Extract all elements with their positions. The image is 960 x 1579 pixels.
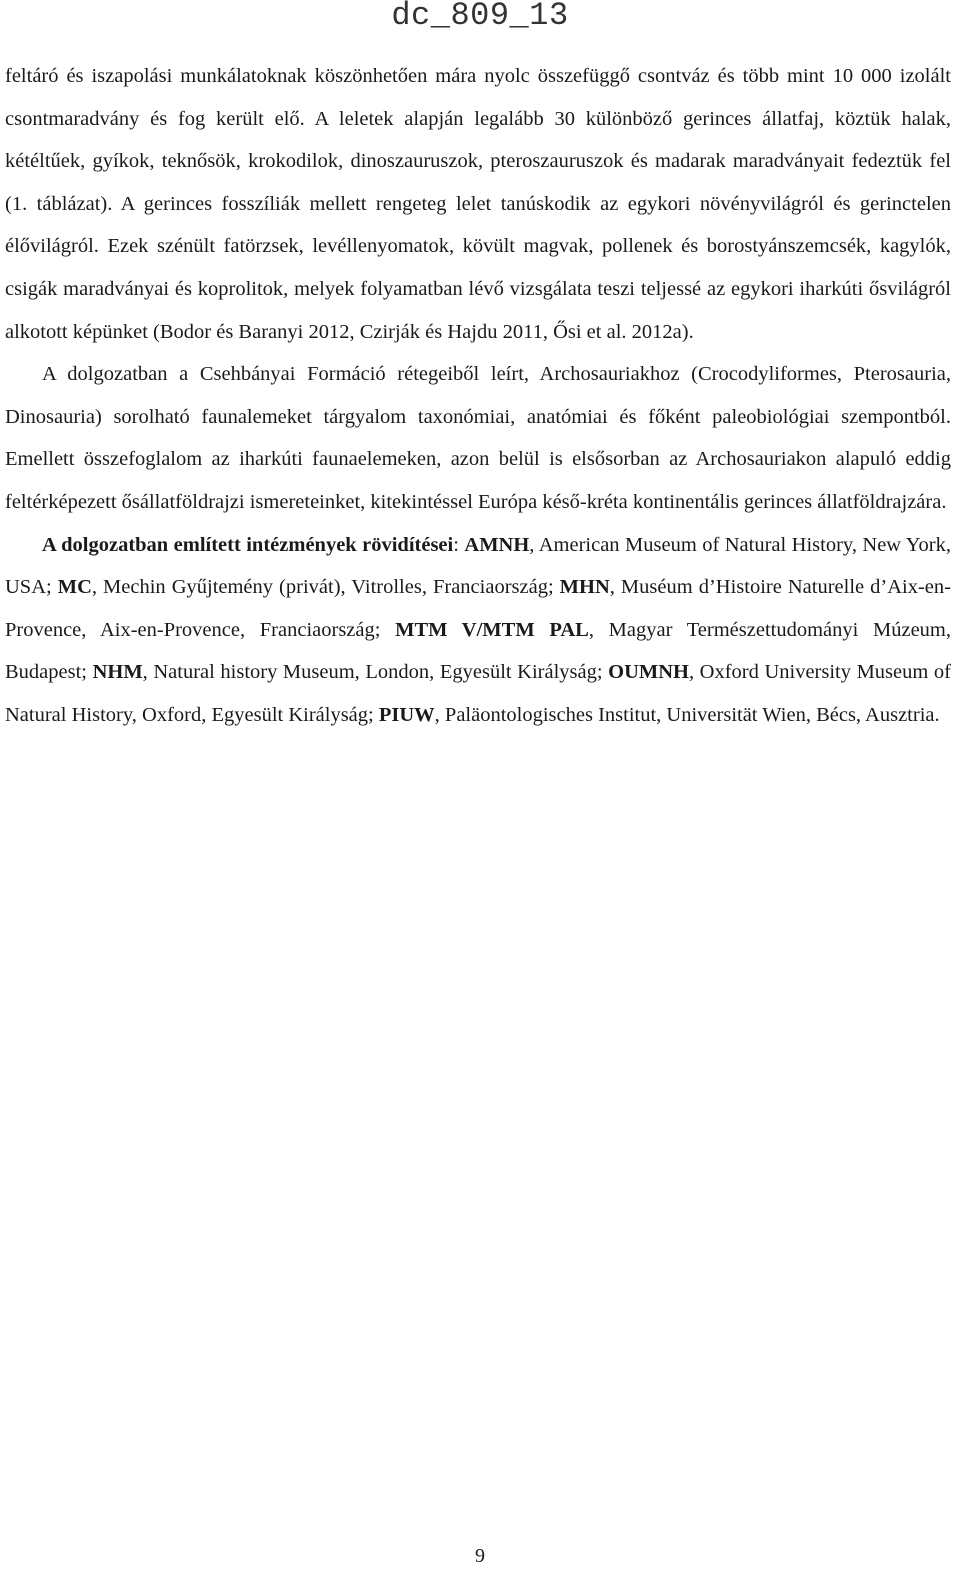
paragraph-thesis-scope: A dolgozatban a Csehbányai Formáció rétegeiből leírt, Archosauriakhoz (Crocodyliformes, Pterosauria, Dinosauria) sorolható faunalemeket tárgyalom taxonómiai, anatómiai és főként paleobiológiai szempontból. Emellett összefoglalom az iharkúti faunaelemeken, azon belül is elsősorban az Archosauriakon alapuló eddig feltérképezett ősállatföldrajzi ismereteinket, kitekintéssel Európa késő-kréta kontinentális gerinces állatföldrajzára. <box>5 363 951 513</box>
abbrev-code-amnh: AMNH <box>464 533 530 556</box>
paragraph-fauna-overview: feltáró és iszapolási munkálatoknak köszönhetően mára nyolc összefüggő csontváz és több mint 10 000 izolált csontmaradvány és fog került elő. A leletek alapján legalább 30 különböző gerinces állatfaj, köztük halak, kétéltűek, gyíkok, teknősök, krokodilok, dinoszauruszok, pteroszauruszok és madarak maradványait fedeztük fel (1. táblázat). A gerinces fosszíliák mellett rengeteg lelet tanúskodik az egykori növényvilágról és gerinctelen élővilágról. Ezek szénült fatörzsek, levéllenyomatok, kövült magvak, pollenek és borostyánszemcsék, kagylók, csigák maradványai és koprolitok, melyek folyamatban lévő vizsgálata teszi teljessé az egykori iharkúti ősvilágról alkotott képünket (Bodor és Baranyi 2012, Czirják és Hajdu 2011, Ősi et al. 2012a). <box>5 65 951 343</box>
abbrev-code-mc: MC <box>57 576 92 599</box>
abbrev-code-mhn: MHN <box>559 576 610 599</box>
abbrev-code-mtm: MTM V/MTM PAL <box>395 618 589 641</box>
page-number: 9 <box>475 1545 485 1567</box>
abbreviations-heading: A dolgozatban említett intézmények rövidítései <box>42 533 454 556</box>
page-body <box>5 55 951 737</box>
abbrev-desc-mtm: , Magyar Természettudományi Múzeum, Budapest; <box>5 618 951 684</box>
abbrev-desc-mhn: , Muséum d’Histoire Naturelle d’Aix-en-Provence, Aix-en-Provence, Franciaország; <box>5 576 951 641</box>
abbrev-desc-oumnh: , Oxford University Museum of Natural History, Oxford, Egyesült Királyság; <box>5 661 951 726</box>
abbreviations-colon: : <box>453 533 465 556</box>
paragraph-institution-abbreviations <box>5 524 951 737</box>
abbrev-desc-piuw: , Paläontologisches Institut, Universität Wien, Bécs, Ausztria. <box>434 703 940 726</box>
abbrev-code-nhm: NHM <box>92 661 143 684</box>
abbrev-code-piuw: PIUW <box>378 703 435 726</box>
abbrev-desc-amnh: , American Museum of Natural History, New York, USA; <box>5 533 951 599</box>
abbrev-code-oumnh: OUMNH <box>608 661 689 684</box>
document-id-header: dc_809_13 <box>391 0 569 34</box>
abbrev-desc-mc: , Mechin Gyűjtemény (privát), Vitrolles, Franciaország; <box>91 576 560 599</box>
abbrev-desc-nhm: , Natural history Museum, London, Egyesült Királyság; <box>142 661 609 684</box>
